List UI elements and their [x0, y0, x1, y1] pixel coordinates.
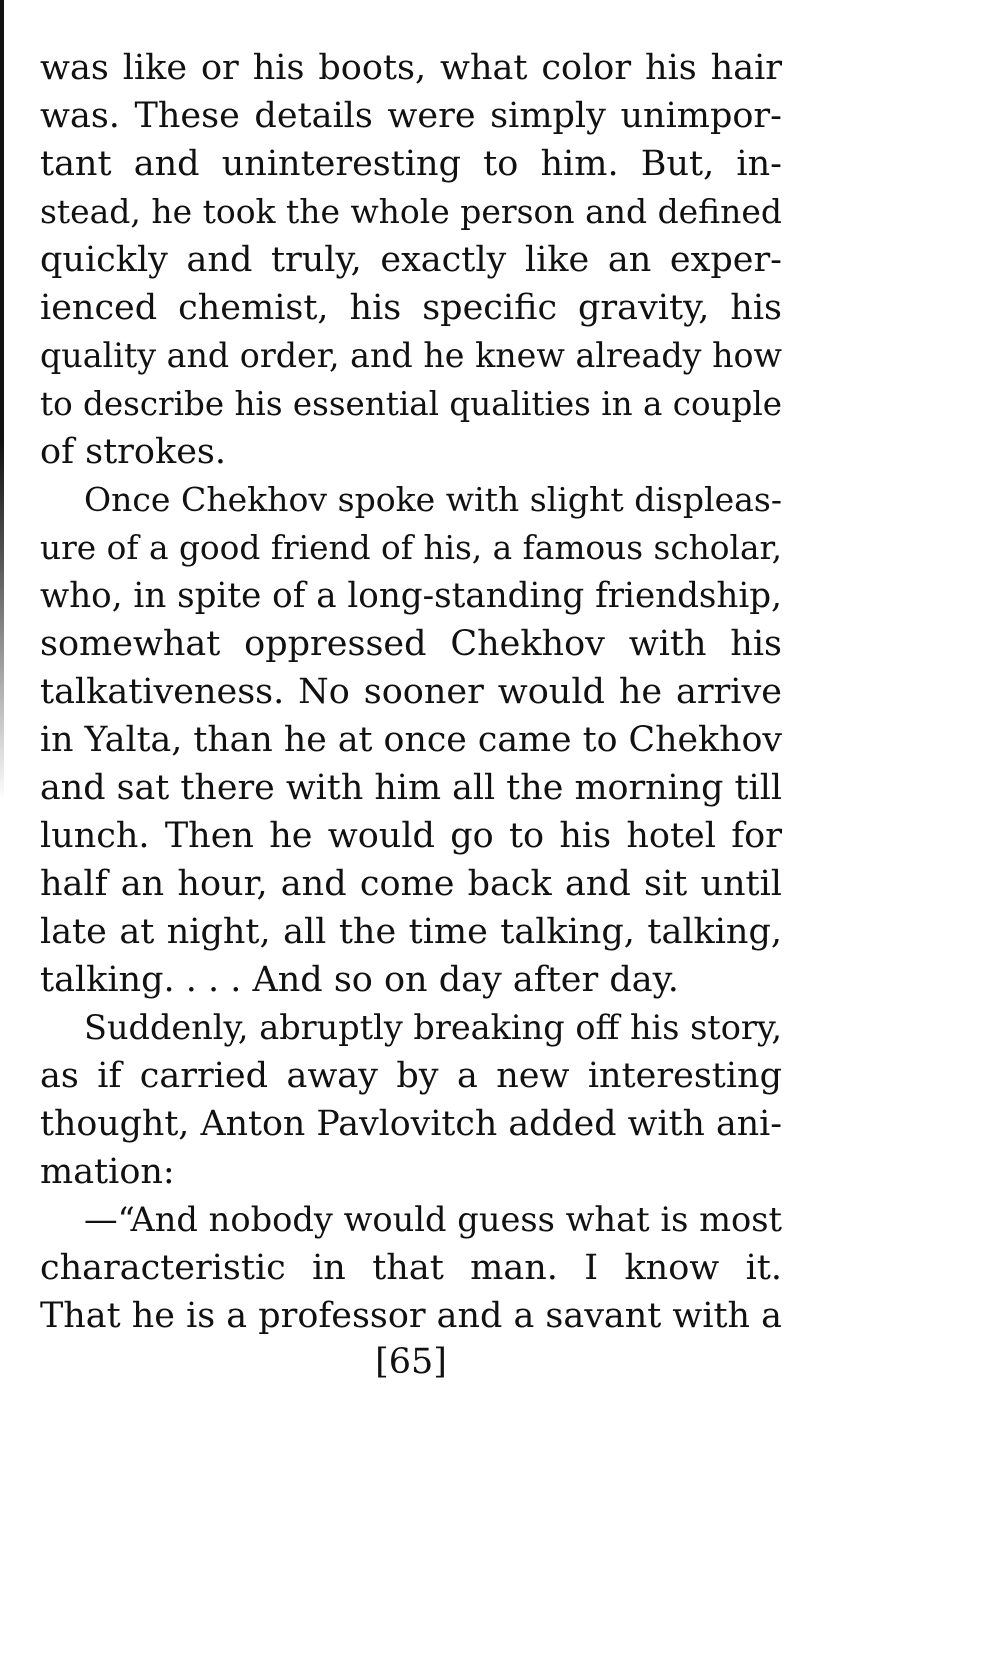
text-line: who, in spite of a long-standing friendship,	[40, 576, 782, 616]
text-line: talkativeness. No sooner would he arrive	[40, 672, 782, 712]
text-line: That he is a professor and a savant with a	[40, 1296, 782, 1336]
text-line: quality and order, and he knew already how	[40, 336, 782, 375]
text-line: stead, he took the whole person and defined	[40, 192, 782, 231]
text-line: was. These details were simply unimpor-	[40, 96, 782, 136]
page-number: [65]	[375, 1342, 447, 1382]
text-line: Suddenly, abruptly breaking off his story,	[84, 1008, 782, 1047]
binding-edge-line	[0, 0, 4, 800]
text-line: Once Chekhov spoke with slight displeas-	[84, 480, 782, 519]
body-text	[40, 44, 782, 1340]
text-line: to describe his essential qualities in a couple	[40, 385, 782, 423]
text-line: half an hour, and come back and sit until	[40, 864, 782, 904]
text-line: and sat there with him all the morning till	[40, 768, 782, 808]
text-line: in Yalta, than he at once came to Chekhov	[40, 720, 782, 760]
text-line: as if carried away by a new interesting	[40, 1056, 782, 1096]
text-line: lunch. Then he would go to his hotel for	[40, 816, 782, 856]
text-line: somewhat oppressed Chekhov with his	[40, 624, 782, 664]
text-line: of strokes.	[40, 432, 226, 472]
text-line: talking. . . . And so on day after day.	[40, 960, 679, 1000]
text-line: late at night, all the time talking, talking,	[40, 912, 782, 952]
text-line: characteristic in that man. I know it.	[40, 1248, 782, 1288]
text-line: mation:	[40, 1152, 175, 1192]
text-line: thought, Anton Pavlovitch added with ani-	[40, 1104, 782, 1144]
text-line: ure of a good friend of his, a famous scholar,	[40, 529, 782, 567]
text-line: tant and uninteresting to him. But, in-	[40, 144, 782, 184]
text-line: was like or his boots, what color his hair	[40, 48, 782, 88]
text-line: —“And nobody would guess what is most	[84, 1200, 782, 1239]
text-line: quickly and truly, exactly like an exper-	[40, 240, 782, 280]
text-line: ienced chemist, his specific gravity, his	[40, 288, 782, 328]
